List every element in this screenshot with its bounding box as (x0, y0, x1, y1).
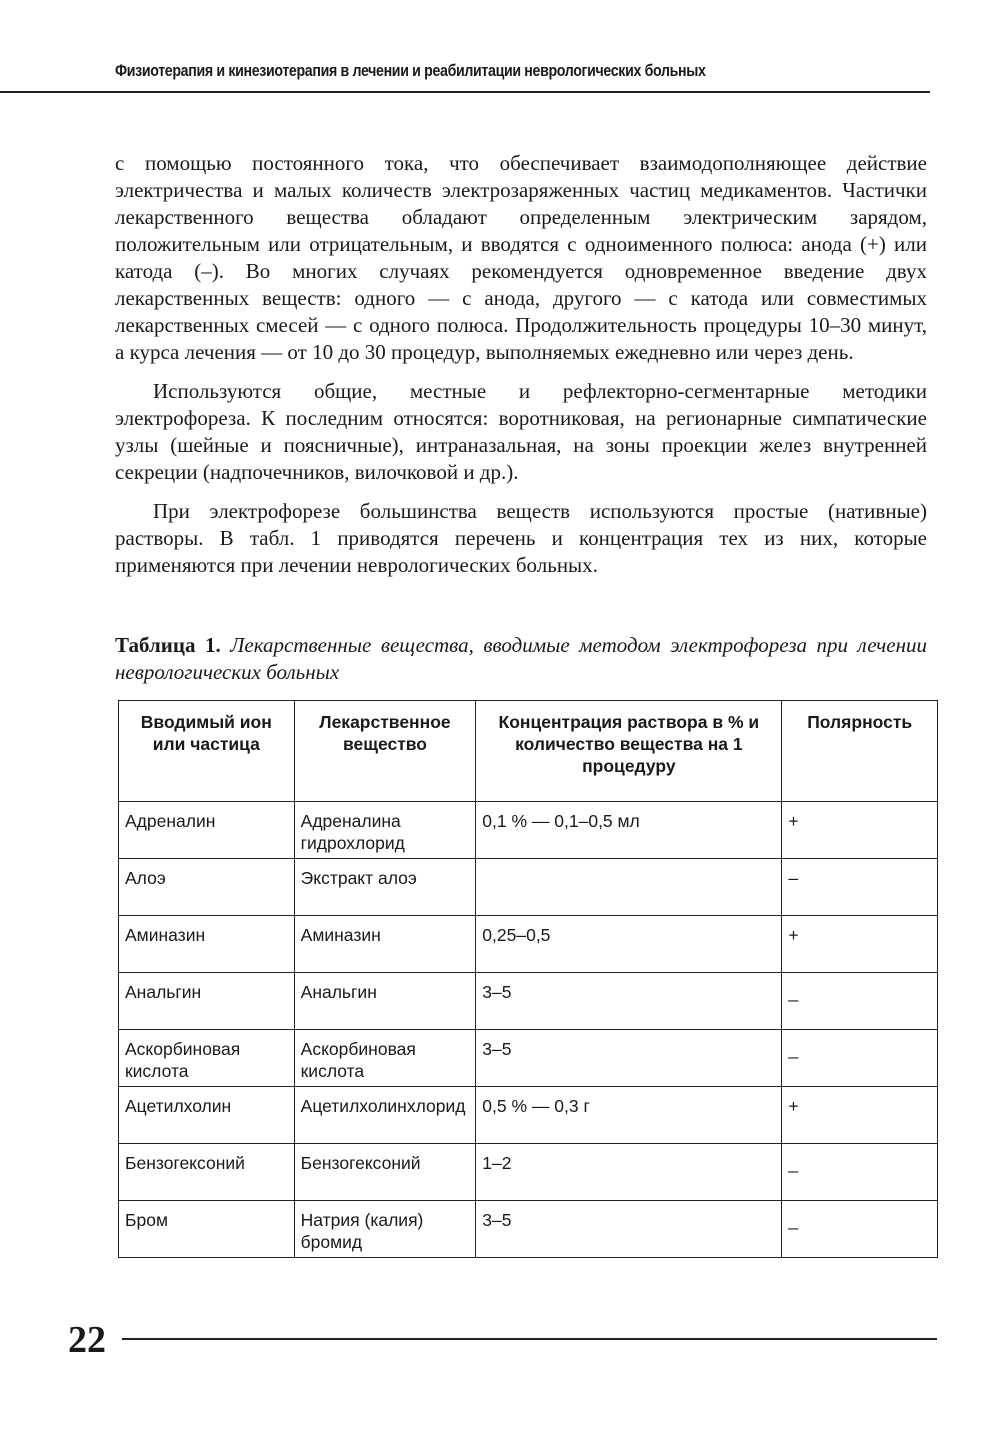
cell-drug: Аскорбиновая кислота (294, 1030, 476, 1087)
cell-concentration: 1–2 (476, 1144, 782, 1201)
cell-ion: Бром (119, 1201, 295, 1258)
table-row (119, 1087, 938, 1144)
cell-polarity: + (782, 1087, 938, 1144)
paragraph-1: с помощью постоянного тока, что обеспечивает взаимодополняющее действие электричества и малых количеств электрозаряженных частиц медикаментов. Частички лекарственного вещества обладают определенным электрическим зарядом, положительным или отрицательным, и вводятся с одноименного полюса: анода (+) или катода (–). Во многих случаях рекомендуется одновременное введение двух лекарственных веществ: одного — с анода, другого — с катода или совместимых лекарственных смесей — с одного полюса. Продолжительность процедуры 10–30 минут, а курса лечения — от 10 до 30 процедур, выполняемых ежедневно или через день. (115, 151, 927, 364)
table-row (119, 1201, 938, 1258)
cell-concentration: 3–5 (476, 973, 782, 1030)
cell-polarity: _ (782, 1201, 938, 1258)
cell-ion: Адреналин (119, 802, 295, 859)
cell-concentration (476, 859, 782, 916)
cell-drug: Бензогексоний (294, 1144, 476, 1201)
cell-ion: Ацетилхолин (119, 1087, 295, 1144)
cell-polarity: _ (782, 973, 938, 1030)
cell-concentration: 3–5 (476, 1030, 782, 1087)
drug-table (118, 700, 938, 1258)
page-number: 22 (68, 1319, 106, 1361)
header-drug: Лекарственное вещество (294, 701, 476, 802)
header-ion: Вводимый ион или частица (119, 701, 295, 802)
cell-polarity: + (782, 802, 938, 859)
cell-polarity: – (782, 859, 938, 916)
header-polarity: Полярность (782, 701, 938, 802)
table-caption (115, 632, 927, 686)
table-row (119, 973, 938, 1030)
cell-ion: Алоэ (119, 859, 295, 916)
cell-drug: Аминазин (294, 916, 476, 973)
table-caption-label: Таблица 1. (115, 633, 221, 657)
cell-ion: Бензогексоний (119, 1144, 295, 1201)
body-text (115, 150, 927, 591)
paragraph-3: При электрофорезе большинства веществ используются простые (нативные) растворы. В табл. 1 приводятся перечень и концентрация тех из них, которые применяются при лечении неврологических больных. (115, 499, 927, 577)
cell-drug: Экстракт алоэ (294, 859, 476, 916)
cell-ion: Анальгин (119, 973, 295, 1030)
table-row (119, 1030, 938, 1087)
cell-polarity: _ (782, 1030, 938, 1087)
cell-concentration: 3–5 (476, 1201, 782, 1258)
cell-drug: Адреналина гидрохлорид (294, 802, 476, 859)
cell-polarity: + (782, 916, 938, 973)
cell-polarity: _ (782, 1144, 938, 1201)
cell-drug: Ацетилхолинхлорид (294, 1087, 476, 1144)
table-caption-text: Лекарственные вещества, вводимые методом электрофореза при лечении неврологических больных (115, 633, 927, 684)
table-row (119, 802, 938, 859)
table-header-row (119, 701, 938, 802)
cell-concentration: 0,5 % — 0,3 г (476, 1087, 782, 1144)
cell-ion: Аскорбиновая кислота (119, 1030, 295, 1087)
cell-drug: Натрия (калия) бромид (294, 1201, 476, 1258)
cell-concentration: 0,1 % — 0,1–0,5 мл (476, 802, 782, 859)
footer-rule (122, 1338, 937, 1340)
table-row (119, 916, 938, 973)
cell-drug: Анальгин (294, 973, 476, 1030)
header-concentration: Концентрация раствора в % и количество вещества на 1 процедуру (476, 701, 782, 802)
header-rule (0, 91, 930, 93)
paragraph-2: Используются общие, местные и рефлекторно-сегментарные методики электрофореза. К последним относятся: воротниковая, на регионарные симпатические узлы (шейные и поясничные), интраназальная, на зоны проекции желез внутренней секреции (надпочечников, вилочковой и др.). (115, 379, 927, 484)
table-row (119, 859, 938, 916)
cell-concentration: 0,25–0,5 (476, 916, 782, 973)
running-title: Физиотерапия и кинезиотерапия в лечении и реабилитации неврологических больных (115, 62, 706, 80)
cell-ion: Аминазин (119, 916, 295, 973)
table-row (119, 1144, 938, 1201)
